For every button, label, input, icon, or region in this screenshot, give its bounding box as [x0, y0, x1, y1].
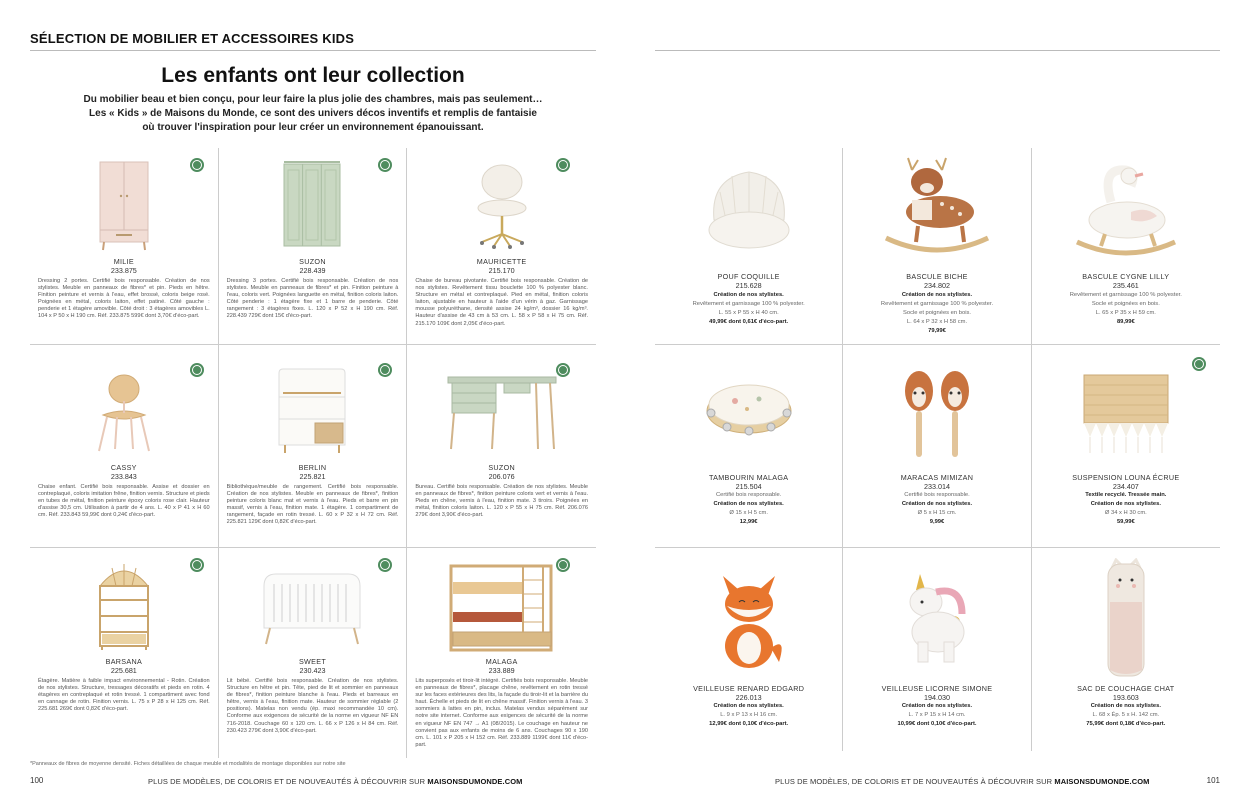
- detail-line: L. 64 x P 32 x H 58 cm.: [906, 319, 968, 325]
- detail-line: L. 7 x P 15 x H 14 cm.: [908, 712, 966, 718]
- product-ref: 233.875: [110, 266, 137, 275]
- page-number: 100: [30, 776, 44, 785]
- rocking-deer-icon: [882, 154, 992, 262]
- detail-line: Ø 5 x H 15 cm.: [917, 510, 957, 516]
- product-details: [851, 491, 1022, 527]
- product-card[interactable]: [30, 345, 219, 548]
- product-name: SUZON: [299, 257, 326, 266]
- product-card[interactable]: [30, 548, 219, 758]
- detail-line: Création de nos stylistes.: [901, 501, 973, 507]
- wardrobe-green-icon: [280, 160, 344, 252]
- eco-leaf-icon: [190, 363, 204, 377]
- intro-text: [50, 93, 576, 135]
- detail-line: Revêtement et garnissage 100 % polyester.: [880, 301, 994, 307]
- product-name: SUZON: [488, 463, 515, 472]
- intro-line: où trouver l'inspiration pour leur créer un environnement épanouissant.: [142, 122, 484, 133]
- product-ref: 226.013: [735, 693, 762, 702]
- product-details: [851, 702, 1022, 729]
- product-ref: 225.821: [299, 472, 326, 481]
- product-card[interactable]: [1032, 345, 1220, 548]
- product-description: Chaise enfant. Certifié bois responsable. Assise et dossier en contreplaqué, coloris imitation frêne, finition vernis. Structure et pieds en tubes de métal, finition peinture époxy coloris rose clair. Hauteur d'assise 30,5 cm. Utilisation à partir de 4 ans. L. 40 x P 41 x H 60 cm. Réf. 233.843 59,99€ dont 0,24€ d'éco-part.: [38, 484, 210, 519]
- detail-line: 49,99€ dont 0,61€ d'éco-part.: [709, 319, 789, 325]
- desk-icon: [446, 373, 558, 453]
- product-ref: 225.681: [110, 666, 137, 675]
- detail-line: 12,99€: [739, 519, 758, 525]
- product-description: Chaise de bureau pivotante. Certifié bois responsable. Création de nos stylistes. Revêtement tissu bouclette 100 % polyester blanc. Structure en métal et contreplaqué. Pied en métal, finition coloris laiton, ajustable en hauteur à l'aide d'un vérin à gaz. Garnissage mousse polyuréthane, densité assise 24 kg/m³, dossier 16 kg/m³. Hauteur d'assise de 43 cm à 53 cm. L. 58 x P 58 x H 75 cm. Réf. 215.170 109€ dont 2,05€ d'éco-part.: [415, 278, 588, 327]
- product-name: SWEET: [298, 657, 327, 666]
- maracas-icon: [899, 367, 975, 461]
- detail-line: 12,99€ dont 0,10€ d'éco-part.: [709, 721, 789, 727]
- footer-text: PLUS DE MODÈLES, DE COLORIS ET DE NOUVEAUTÉS À DÉCOUVRIR SUR: [148, 777, 428, 786]
- product-card[interactable]: [843, 148, 1031, 345]
- product-card[interactable]: [655, 548, 843, 751]
- detail-line: Certifié bois responsable.: [904, 492, 970, 498]
- product-name: BASCULE BICHE: [906, 272, 968, 281]
- detail-line: Création de nos stylistes.: [901, 703, 973, 709]
- product-name: POUF COQUILLE: [717, 272, 780, 281]
- detail-line: Création de nos stylistes.: [1090, 501, 1161, 507]
- product-card[interactable]: [1032, 548, 1220, 751]
- product-details: [1040, 702, 1212, 729]
- eco-leaf-icon: [378, 363, 392, 377]
- product-ref: 206.076: [488, 472, 515, 481]
- product-name: TAMBOURIN MALAGA: [708, 473, 789, 482]
- product-card[interactable]: [30, 148, 219, 345]
- product-name: MILIE: [113, 257, 134, 266]
- section-title: SÉLECTION DE MOBILIER ET ACCESSOIRES KIDS: [30, 31, 355, 46]
- detail-line: Socle et poignées en bois.: [902, 310, 971, 316]
- product-details: [663, 291, 834, 327]
- product-details: [1040, 491, 1212, 527]
- product-ref: 215.628: [735, 281, 762, 290]
- rattan-shelf-icon: [94, 560, 154, 652]
- product-details: [663, 491, 834, 527]
- product-description: Bibliothèque/meuble de rangement. Certifié bois responsable. Création de nos stylistes. Meuble en panneaux de fibres*, finition peinture coloris blanc mat et vernis à l'eau. Pieds et barre en pin massif, vernis à l'eau, finition mate. 1 étagère. 1 compartiment de rangement, façade en rotin tressé. L. 60 x P 32 x H 72 cm. Réf. 225.821 129€ dont 0,82€ d'éco-part.: [226, 484, 399, 526]
- product-ref: 215.170: [488, 266, 515, 275]
- product-card[interactable]: [655, 345, 843, 548]
- eco-leaf-icon: [556, 158, 570, 172]
- product-description: Étagère. Matière à faible impact environnemental - Rotin. Création de nos stylistes. Structure, tressages décoratifs et pieds en rotin. 4 étagères en contreplaqué et rotin tressé. 1 compartiment avec fond en cannage de rotin. Finition vernis. L. 75 x P 28 x H 125 cm. Réf. 225.681 269€ dont 0,82€ d'éco-part.: [38, 678, 210, 713]
- cat-sleeping-bag-icon: [1102, 558, 1150, 678]
- bookshelf-icon: [275, 367, 349, 455]
- product-name: SAC DE COUCHAGE CHAT: [1077, 684, 1175, 693]
- product-card[interactable]: [655, 148, 843, 345]
- product-ref: 228.439: [299, 266, 326, 275]
- pendant-lamp-icon: [1078, 373, 1174, 459]
- product-name: MAURICETTE: [476, 257, 527, 266]
- top-rule: [30, 50, 596, 51]
- right-page: [655, 0, 1220, 803]
- detail-line: Création de nos stylistes.: [901, 292, 973, 298]
- detail-line: Création de nos stylistes.: [713, 292, 784, 298]
- product-name: SUSPENSION LOUNA ÉCRUE: [1072, 473, 1180, 482]
- office-chair-icon: [472, 160, 532, 250]
- product-ref: 235.461: [1112, 281, 1139, 290]
- detail-line: Ø 34 x H 30 cm.: [1104, 510, 1147, 516]
- product-ref: 230.423: [299, 666, 326, 675]
- footer-link[interactable]: MAISONSDUMONDE.COM: [427, 777, 523, 786]
- furniture-grid: [30, 148, 596, 758]
- product-name: BASCULE CYGNE LILLY: [1082, 272, 1170, 281]
- wooden-chair-icon: [89, 371, 159, 453]
- product-details: [663, 702, 834, 729]
- eco-leaf-icon: [190, 558, 204, 572]
- rocking-swan-icon: [1071, 162, 1181, 262]
- product-name: MALAGA: [485, 657, 518, 666]
- footer-text: PLUS DE MODÈLES, DE COLORIS ET DE NOUVEAUTÉS À DÉCOUVRIR SUR: [775, 777, 1055, 786]
- unicorn-nightlight-icon: [892, 570, 982, 666]
- left-page: [30, 0, 596, 803]
- product-ref: 194.030: [924, 693, 950, 702]
- detail-line: Ø 15 x H 5 cm.: [729, 510, 768, 516]
- product-description: Bureau. Certifié bois responsable. Création de nos stylistes. Meuble en panneaux de fibres*, finition peinture coloris vert et vernis à l'eau. Pieds en chêne, vernis à l'eau, finition mate. 3 tiroirs. Poignées en métal, finition coloris laiton. L. 120 x P 55 x H 75 cm. Réf. 206.076 279€ dont 3,90€ d'éco-part.: [415, 484, 588, 519]
- product-card[interactable]: [219, 548, 408, 758]
- product-details: [1040, 291, 1212, 327]
- eco-leaf-icon: [190, 158, 204, 172]
- product-card[interactable]: [219, 345, 408, 548]
- page-number: 101: [1206, 776, 1220, 785]
- footnote: *Panneaux de fibres de moyenne densité. Fiches détaillées de chaque meuble et modalités de montage disponibles sur notre site: [30, 761, 346, 767]
- product-ref: 233.843: [110, 472, 137, 481]
- detail-line: 75,99€ dont 0,18€ d'éco-part.: [1086, 721, 1166, 727]
- product-name: MARACAS MIMIZAN: [900, 473, 974, 482]
- detail-line: 59,99€: [1116, 519, 1135, 525]
- eco-leaf-icon: [378, 558, 392, 572]
- tambourine-icon: [701, 371, 797, 443]
- product-card[interactable]: [407, 548, 596, 758]
- detail-line: Revêtement et garnissage 100 % polyester.: [692, 301, 805, 307]
- detail-line: Revêtement et garnissage 100 % polyester.: [1069, 292, 1182, 298]
- wardrobe-pink-icon: [94, 160, 154, 252]
- product-card[interactable]: [407, 345, 596, 548]
- detail-line: Création de nos stylistes.: [713, 501, 784, 507]
- product-description: Lits superposés et tiroir-lit intégré. Certifiés bois responsable. Meuble en panneaux de fibres*, placage chêne, revêtement en rotin tressé sur les faces extérieures des lits, la façade du tiroir-lit et la barrière du haut. Échelle et pieds de lit en chêne massif. Finition vernis à l'eau. 3 sommiers à lattes en pin, inclus. Matelas vendus séparément sur notre site internet. Conforme aux exigences de sécurité de la norme en vigueur NF EN 747 → A1 (08/2015). Le couchage en hauteur ne convient pas aux enfants de moins de 6 ans. Couchages 90 x 190 cm. L. 101 x P 205 x H 152 cm. Réf. 233.889 1199€ dont 11€ d'éco-part.: [415, 678, 588, 748]
- product-card[interactable]: [219, 148, 408, 345]
- detail-line: 89,99€: [1116, 319, 1135, 325]
- detail-line: Certifié bois responsable.: [715, 492, 782, 498]
- headline: Les enfants ont leur collection: [161, 64, 465, 87]
- intro-line: Du mobilier beau et bien conçu, pour leur faire la plus jolie des chambres, mais pas seulement…: [83, 94, 543, 105]
- detail-line: 10,99€ dont 0,10€ d'éco-part.: [897, 721, 977, 727]
- footer: [775, 777, 1150, 786]
- product-description: Lit bébé. Certifié bois responsable. Création de nos stylistes. Structure en hêtre et pin. Tête, pied de lit et sommier en panneaux de fibres*, finition peinture blanche à l'eau. Pieds et barreaux en hêtre, vernis à l'eau, finition mate. Hauteur de sommier réglable (2 positions). Matelas non vendu (ép. maxi recommandée 10 cm). Conforme aux exigences de sécurité de la norme en vigueur NF EN 716-2018. Couchage 60 x 120 cm. L. 66 x P 126 x H 84 cm. Réf. 230.423 279€ dont 3,90€ d'éco-part.: [226, 678, 399, 734]
- detail-line: Création de nos stylistes.: [1090, 703, 1161, 709]
- product-description: Dressing 3 portes. Certifié bois responsable. Création de nos stylistes. Meuble en panneaux de fibres* et pin. Finition peinture à l'eau, coloris vert. Poignées languette en métal, finition coloris laiton. Côté penderie : 1 étagère fixe et 1 barre de penderie. Côté rangement : 3 étagères fixes. L. 120 x P 52 x H 190 cm. Réf. 228.439 729€ dont 15€ d'éco-part.: [226, 278, 399, 320]
- product-ref: 234.802: [924, 281, 950, 290]
- intro-line: Les « Kids » de Maisons du Monde, ce sont des univers décos inventifs et remplis de fantaisie: [89, 108, 537, 119]
- product-name: VEILLEUSE LICORNE SIMONE: [881, 684, 993, 693]
- eco-leaf-icon: [1192, 357, 1206, 371]
- product-ref: 215.504: [735, 482, 762, 491]
- product-ref: 193.603: [1112, 693, 1139, 702]
- detail-line: L. 55 x P 55 x H 40 cm.: [718, 310, 779, 316]
- eco-leaf-icon: [378, 158, 392, 172]
- footer: [148, 777, 523, 786]
- detail-line: 79,99€: [928, 328, 946, 334]
- eco-leaf-icon: [556, 363, 570, 377]
- eco-leaf-icon: [556, 558, 570, 572]
- product-card[interactable]: [407, 148, 596, 345]
- product-card[interactable]: [843, 548, 1031, 751]
- bunk-bed-icon: [447, 562, 557, 654]
- product-card[interactable]: [843, 345, 1031, 548]
- detail-line: Socle et poignées en bois.: [1091, 301, 1160, 307]
- product-ref: 234.407: [1112, 482, 1139, 491]
- detail-line: Création de nos stylistes.: [713, 703, 784, 709]
- product-name: BARSANA: [105, 657, 143, 666]
- product-ref: 233.889: [488, 666, 515, 675]
- product-details: [851, 291, 1022, 336]
- fox-nightlight-icon: [709, 570, 789, 670]
- detail-line: L. 68 x Ép. 5 x H. 142 cm.: [1092, 712, 1160, 718]
- product-name: BERLIN: [298, 463, 327, 472]
- detail-line: 9,99€: [929, 519, 945, 525]
- footer-link[interactable]: MAISONSDUMONDE.COM: [1054, 777, 1150, 786]
- accessories-grid: [655, 148, 1220, 751]
- detail-line: L. 9 x P 13 x H 16 cm.: [720, 712, 778, 718]
- product-ref: 233.014: [924, 482, 950, 491]
- crib-icon: [260, 570, 364, 646]
- product-description: Dressing 2 portes. Certifié bois responsable. Création de nos stylistes. Meuble en panneaux de fibres* et pin. Pieds en hêtre. Finition peinture et vernis à l'eau, effet brossé, coloris beige rosé. Poignées en métal, coloris laiton, effet patiné. Côté gauche : penderie et 1 étagère amovible. Côté droit : 3 étagères amovibles L. 104 x P 50 x H 190 cm. Réf. 233.875 599€ dont 3,70€ d'éco-part.: [38, 278, 210, 320]
- product-card[interactable]: [1032, 148, 1220, 345]
- product-name: VEILLEUSE RENARD EDGARD: [693, 684, 805, 693]
- top-rule: [655, 50, 1220, 51]
- detail-line: L. 65 x P 35 x H 59 cm.: [1095, 310, 1156, 316]
- product-name: CASSY: [110, 463, 137, 472]
- shell-pouf-icon: [704, 164, 794, 256]
- detail-line: Textile recyclé. Tressée main.: [1085, 492, 1167, 498]
